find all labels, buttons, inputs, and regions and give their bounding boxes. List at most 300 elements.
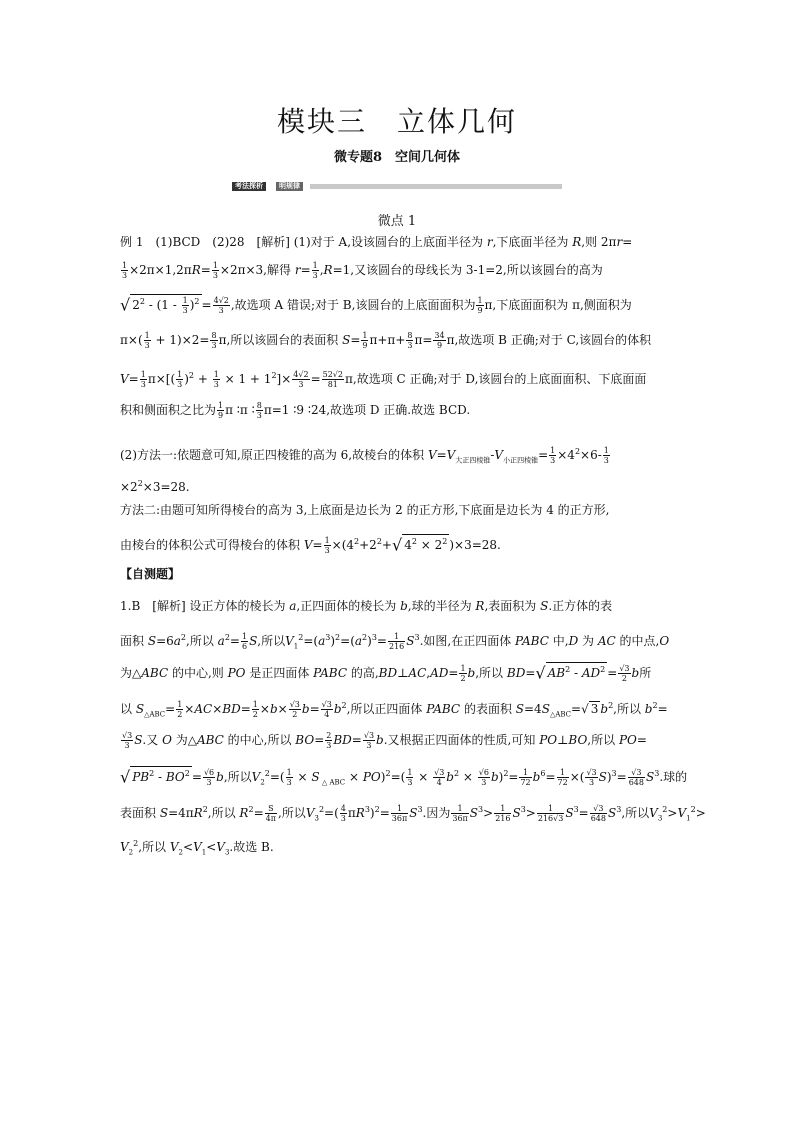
exp: 3 <box>520 805 526 814</box>
fraction <box>312 261 319 280</box>
var: V <box>494 448 504 462</box>
fraction <box>144 331 151 350</box>
fraction <box>519 768 531 787</box>
exp: 3 <box>325 633 331 642</box>
num: 1 <box>537 804 564 814</box>
exp: 2 <box>180 633 187 642</box>
text: ×6- <box>580 448 602 462</box>
text: × <box>414 770 433 784</box>
text: ) <box>189 298 195 312</box>
text: (2)方法一:依题意可知,原正四棱锥的高为 6,故棱台的体积 <box>120 448 428 462</box>
exp: 2 <box>662 805 668 814</box>
num: 1 <box>212 261 218 270</box>
text: ) <box>330 634 336 648</box>
den: 3 <box>256 411 262 420</box>
den: 3 <box>407 341 413 350</box>
var: R <box>193 806 203 820</box>
text-line <box>120 596 612 616</box>
exp: 6 <box>540 769 546 778</box>
text: π,故选项 C 正确;对于 D,该圆台的上底面面积、下底面面 <box>345 372 647 386</box>
var: S <box>249 634 258 648</box>
text: = <box>229 634 240 648</box>
var: PB <box>132 770 150 784</box>
exp: 3 <box>616 805 622 814</box>
den: 4π <box>265 814 276 823</box>
text: > <box>667 806 678 820</box>
num: √3 <box>628 768 645 778</box>
text: × 1 + 1 <box>220 372 272 386</box>
exp: 3 <box>654 769 660 778</box>
den: 3 <box>124 741 130 750</box>
den: 3 <box>326 741 332 750</box>
fraction <box>176 370 183 389</box>
text-line <box>120 400 470 420</box>
text: + <box>381 538 392 552</box>
radicand <box>130 294 201 315</box>
fraction <box>203 768 215 787</box>
section-heading: 微点 1 <box>377 214 417 229</box>
text: =4π <box>168 806 194 820</box>
text: = <box>128 372 139 386</box>
var: b <box>467 666 476 680</box>
subscript: 2 <box>260 778 265 787</box>
exp: 2 <box>248 805 254 814</box>
exp: 2 <box>453 769 460 778</box>
text: ,球的半径为 <box>407 599 476 613</box>
den: 4 <box>324 710 330 719</box>
fraction <box>590 804 607 823</box>
text: 中, <box>548 634 569 648</box>
var: V <box>303 538 313 552</box>
text: = <box>200 263 211 277</box>
var: S <box>159 806 169 820</box>
text: .球的 <box>659 770 688 784</box>
num: 4√2 <box>213 296 229 305</box>
text: = <box>253 806 264 820</box>
num: √3 <box>363 731 375 740</box>
text: ,所以 <box>257 634 286 648</box>
den: 2 <box>177 710 183 719</box>
text: > <box>525 806 536 820</box>
text: ×2π×1,2π <box>129 263 192 277</box>
text: = <box>300 263 311 277</box>
den: 3 <box>340 814 346 823</box>
subscript: 1 <box>686 814 691 823</box>
fraction <box>325 731 332 750</box>
exp: 2 <box>184 769 190 778</box>
subscript: 1 <box>201 848 207 857</box>
var: AC <box>408 666 427 680</box>
var: PABC <box>313 666 348 680</box>
exp: 2 <box>298 633 304 642</box>
den: 9 <box>218 411 224 420</box>
text: ⊥ <box>557 733 569 747</box>
banner-tag-right: 明规律 <box>276 182 303 191</box>
var: V <box>169 840 179 854</box>
fraction <box>213 370 220 389</box>
var: R <box>355 806 365 820</box>
fraction <box>322 370 344 389</box>
var: AC <box>597 634 616 648</box>
fraction <box>252 700 259 719</box>
text: = <box>350 333 361 347</box>
var: S <box>515 702 524 716</box>
fraction <box>324 536 331 555</box>
text: = <box>165 702 176 716</box>
fraction <box>217 401 224 420</box>
radical-sign: √ <box>120 295 131 315</box>
var: b <box>269 702 278 716</box>
exp: 2 <box>503 769 509 778</box>
text: - <box>490 448 495 462</box>
text: ,所以 <box>277 806 306 820</box>
text-line <box>120 366 647 389</box>
den: 3 <box>603 456 609 465</box>
exp: 3 <box>364 805 370 814</box>
text: = <box>571 702 582 716</box>
text: .正方体的表 <box>548 599 613 613</box>
var: R <box>239 806 249 820</box>
text: 所 <box>639 666 652 680</box>
num: √6 <box>203 768 215 777</box>
num: 1 <box>451 804 468 814</box>
den: 3 <box>366 741 372 750</box>
fraction <box>494 804 511 823</box>
var: S <box>565 806 574 820</box>
exp: 2 <box>374 805 380 814</box>
fraction <box>140 370 147 389</box>
text-line <box>120 834 274 857</box>
text: 的中心,则 <box>168 666 228 680</box>
text: 的高, <box>347 666 379 680</box>
exp: 2 <box>442 537 448 546</box>
exp: 3 <box>478 805 484 814</box>
fraction <box>585 768 597 787</box>
var: S <box>512 806 521 820</box>
var: R <box>323 263 333 277</box>
text: = <box>525 666 536 680</box>
text: ⊥ <box>397 666 409 680</box>
var: b <box>490 770 499 784</box>
fraction <box>340 804 347 823</box>
var: PO <box>618 733 637 747</box>
var: AB <box>547 666 566 680</box>
text: .故选 B. <box>229 840 274 854</box>
radical-sign: √ <box>581 702 589 716</box>
text: - <box>570 666 582 680</box>
fraction <box>213 296 230 315</box>
text: = <box>240 702 251 716</box>
text: 积和侧面积之比为 <box>120 403 217 417</box>
text: 是正四面体 <box>245 666 314 680</box>
text: =6 <box>156 634 174 648</box>
exp: 2 <box>600 665 606 674</box>
page-title: 模块三 立体几何 <box>276 105 517 138</box>
text: < <box>183 840 194 854</box>
text: ,正四面体的棱长为 <box>296 599 401 613</box>
text: 为△ <box>171 733 197 747</box>
text: ×2π×3,解得 <box>219 263 295 277</box>
text: 的中点, <box>615 634 660 648</box>
num: 1 <box>213 370 219 379</box>
text: ,所以 <box>138 840 170 854</box>
den: 3 <box>407 778 413 787</box>
exp: 2 <box>139 297 145 306</box>
text: = <box>379 806 390 820</box>
den: 216√3 <box>537 814 564 823</box>
var: b <box>644 702 653 716</box>
den: 2 <box>292 710 298 719</box>
num: 1 <box>388 632 405 642</box>
text: = <box>657 702 668 716</box>
text: =( <box>390 770 406 784</box>
den: 9 <box>477 306 483 315</box>
var: V <box>193 840 202 854</box>
text: π,故选项 B 正确;对于 C,该圆台的体积 <box>446 333 652 347</box>
text: ,则 2π <box>581 235 617 249</box>
text: 以 <box>120 702 136 716</box>
num: 8 <box>256 401 262 410</box>
subscript: 2 <box>128 848 134 857</box>
text: = <box>351 733 362 747</box>
radical-sign: √ <box>120 767 131 787</box>
var: ABC <box>141 666 169 680</box>
fraction <box>292 370 309 389</box>
num: 1 <box>407 768 413 777</box>
var: S <box>598 770 607 784</box>
fraction <box>557 768 569 787</box>
den: 3 <box>140 380 146 389</box>
fraction <box>478 768 490 787</box>
fraction <box>212 261 219 280</box>
den: 2 <box>460 674 466 683</box>
exp: 2 <box>335 633 341 642</box>
den: 648 <box>590 814 606 823</box>
text-line <box>120 662 651 682</box>
den: 3 <box>144 341 150 350</box>
fraction <box>618 664 630 683</box>
text: = <box>538 448 549 462</box>
text: =( <box>324 806 339 820</box>
var: PABC <box>426 702 461 716</box>
subscript: 3 <box>314 814 319 823</box>
text: )×3=28. <box>449 538 501 552</box>
text: × <box>293 770 312 784</box>
fraction <box>476 296 483 315</box>
text: =( <box>269 770 285 784</box>
var: PO <box>227 666 246 680</box>
subscript: △ABC <box>549 710 572 719</box>
var: S <box>406 634 415 648</box>
num: 4 <box>340 804 346 813</box>
exp: 3 <box>417 805 423 814</box>
num: √3 <box>289 700 300 709</box>
fraction <box>210 331 217 350</box>
num: √3 <box>321 700 332 709</box>
text: = <box>310 372 321 386</box>
text: = <box>312 538 323 552</box>
var: S <box>342 333 351 347</box>
text-line <box>120 474 190 494</box>
text: = <box>636 733 647 747</box>
num: 1 <box>177 700 183 709</box>
text-line <box>120 764 688 787</box>
den: 3 <box>182 306 188 315</box>
var: b <box>400 599 408 613</box>
den: 3 <box>213 380 219 389</box>
fraction <box>321 700 333 719</box>
fraction <box>549 446 556 465</box>
var: S <box>469 806 479 820</box>
text: 为 <box>578 634 598 648</box>
text: - <box>154 770 166 784</box>
text: × <box>459 770 477 784</box>
exp: 2 <box>341 701 347 710</box>
num: √3 <box>122 731 133 740</box>
var: S <box>134 733 143 747</box>
var: BD <box>333 733 352 747</box>
text-line <box>120 730 647 750</box>
text: ) <box>498 770 504 784</box>
text: ,所以 <box>207 806 240 820</box>
exp: 2 <box>149 769 155 778</box>
num: 1 <box>519 768 531 778</box>
exp: 2 <box>376 537 382 546</box>
num: 1 <box>550 446 556 455</box>
text: 4 <box>404 538 412 552</box>
num: √3 <box>434 768 445 777</box>
var: b <box>446 770 454 784</box>
text-line <box>120 800 706 823</box>
exp: 2 <box>264 769 270 778</box>
text: > <box>695 806 706 820</box>
den: 9 <box>436 341 443 350</box>
den: 2 <box>252 710 258 719</box>
fraction <box>537 804 564 823</box>
var: BD <box>506 666 526 680</box>
fraction <box>182 296 189 315</box>
radicand <box>402 534 449 552</box>
var: V <box>649 806 658 820</box>
text: ,所以 <box>613 702 645 716</box>
var: b <box>301 702 310 716</box>
var: AD <box>581 666 601 680</box>
text: = <box>622 235 633 249</box>
var: V <box>120 840 129 854</box>
text: = <box>436 448 447 462</box>
num: 1 <box>177 370 183 379</box>
num: 1 <box>603 446 609 455</box>
var: AC <box>194 702 213 716</box>
num: √3 <box>619 664 630 673</box>
num: 1 <box>241 632 248 641</box>
text: 面积 <box>120 634 148 648</box>
text: =( <box>340 634 355 648</box>
exp: 2 <box>133 839 139 848</box>
radicand: 3 <box>590 702 599 716</box>
fraction <box>286 768 293 787</box>
text: 为△ <box>120 666 142 680</box>
var: b <box>376 733 384 747</box>
text-line: 方法二:由题可知所得棱台的高为 3,上底面是边长为 2 的正方形,下底面是边长为 4 的正方形, <box>120 503 610 517</box>
var: ABC <box>196 733 224 747</box>
num: 1 <box>362 331 368 340</box>
den: 4 <box>436 778 442 787</box>
fraction <box>363 731 375 750</box>
fraction <box>256 401 263 420</box>
radicand <box>546 662 608 680</box>
text: π+π+ <box>369 333 406 347</box>
var: V <box>446 448 456 462</box>
var: b <box>333 702 342 716</box>
fraction <box>241 632 248 651</box>
den: 3 <box>588 778 595 787</box>
text: = <box>545 770 556 784</box>
text: ×2 <box>120 480 138 494</box>
text: 表面积 <box>120 806 160 820</box>
subscript: △ABC <box>144 710 166 719</box>
exp: 2 <box>362 633 368 642</box>
text: ×3=28. <box>142 480 190 494</box>
text: ) <box>380 770 386 784</box>
text: ,所以 <box>223 770 252 784</box>
text: , <box>426 666 431 680</box>
section-label: 【自测题】 <box>120 567 181 581</box>
num: 8 <box>407 331 413 340</box>
text: π=1 ∶9 ∶24,故选项 D 正确.故选 BCD. <box>263 403 471 417</box>
var: O <box>659 634 670 648</box>
den: 36π <box>452 814 468 823</box>
var: S <box>409 806 418 820</box>
den: 3 <box>122 271 128 280</box>
text: ]× <box>276 372 292 386</box>
subscript: 1 <box>293 642 299 651</box>
text: ×4 <box>557 448 575 462</box>
den: 72 <box>557 778 568 787</box>
text: < <box>206 840 217 854</box>
den: 3 <box>212 271 218 280</box>
text: π ∶π ∶ <box>225 403 255 417</box>
var: BD <box>222 702 241 716</box>
text: + <box>194 372 212 386</box>
text: π,下底面面积为 π,侧面积为 <box>484 298 632 312</box>
text: - (1 - <box>144 298 181 312</box>
text: .如图,在正四面体 <box>419 634 516 648</box>
var: BD <box>378 666 398 680</box>
fraction <box>388 632 405 651</box>
text-line <box>120 294 632 314</box>
num: 1 <box>312 261 318 270</box>
var: D <box>568 634 579 648</box>
subscript: 大正四棱锥 <box>455 456 491 465</box>
text: × <box>184 702 195 716</box>
text: +2 <box>359 538 377 552</box>
text: .又根据正四面体的性质,可知 <box>383 733 540 747</box>
exp: 2 <box>385 769 391 778</box>
den: 216 <box>495 814 511 823</box>
var: V <box>677 806 687 820</box>
text: = <box>607 666 618 680</box>
var: R <box>191 263 201 277</box>
text: = <box>448 666 459 680</box>
var: b <box>631 666 640 680</box>
subscript: 2 <box>178 848 184 857</box>
subscript: 3 <box>657 814 663 823</box>
num: 52√2 <box>322 370 343 379</box>
text: =( <box>303 634 319 648</box>
den: 81 <box>327 380 338 389</box>
fraction <box>451 804 468 823</box>
